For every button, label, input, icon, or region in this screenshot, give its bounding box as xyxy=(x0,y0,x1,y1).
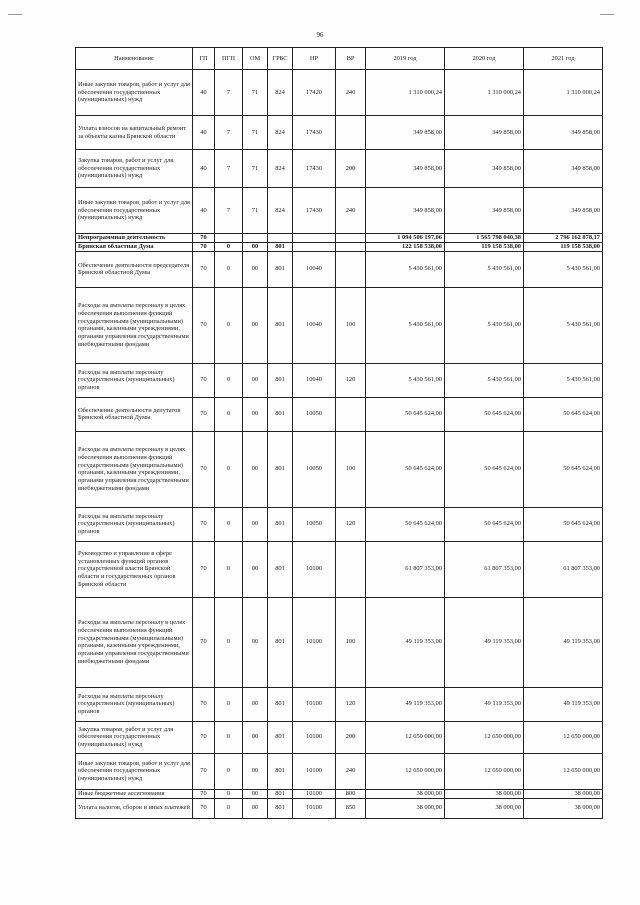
row-name-cell: Расходы на выплаты персоналу в целях обеспечения выполнения функций государственными (муниципальными) органами, казенными учреждениями, органами управления государственными внебюджетными фондами xyxy=(76,597,193,687)
amount-cell: 38 000,00 xyxy=(445,789,524,798)
amount-cell: 349 858,00 xyxy=(445,116,524,150)
row-name-cell: Расходы на выплаты персоналу государственных (муниципальных) органов xyxy=(76,363,193,397)
amount-cell: 49 119 353,00 xyxy=(366,597,445,687)
code-cell: 200 xyxy=(336,150,366,188)
code-cell: 801 xyxy=(268,721,293,753)
amount-cell: 5 430 561,00 xyxy=(524,363,603,397)
row-name-cell: Иные закупки товаров, работ и услуг для обеспечения государственных (муниципальных) нужд xyxy=(76,188,193,234)
code-cell: 71 xyxy=(243,150,268,188)
code-cell: 70 xyxy=(193,363,215,397)
amount-cell: 5 430 561,00 xyxy=(524,251,603,287)
code-cell: 240 xyxy=(336,70,366,116)
code-cell: 824 xyxy=(268,188,293,234)
code-cell: 801 xyxy=(268,431,293,507)
amount-cell: 349 858,00 xyxy=(524,116,603,150)
amount-cell: 50 645 624,00 xyxy=(366,507,445,541)
code-cell: 120 xyxy=(336,687,366,721)
row-name-cell: Непрограммная деятельность xyxy=(76,234,193,243)
amount-cell: 50 645 624,00 xyxy=(524,397,603,431)
code-cell xyxy=(336,242,366,251)
code-cell: 10100 xyxy=(293,721,336,753)
column-header: ВР xyxy=(336,48,366,70)
amount-cell: 5 430 561,00 xyxy=(445,287,524,363)
code-cell: 7 xyxy=(215,150,243,188)
amount-cell: 122 158 538,00 xyxy=(366,242,445,251)
code-cell: 17420 xyxy=(293,70,336,116)
amount-cell: 38 000,00 xyxy=(524,798,603,818)
code-cell: 10100 xyxy=(293,798,336,818)
amount-cell: 50 645 624,00 xyxy=(524,507,603,541)
column-header: 2020 год xyxy=(445,48,524,70)
code-cell: 240 xyxy=(336,188,366,234)
amount-cell: 119 158 538,00 xyxy=(524,242,603,251)
code-cell: 10040 xyxy=(293,251,336,287)
code-cell: 801 xyxy=(268,798,293,818)
code-cell: 00 xyxy=(243,431,268,507)
code-cell: 70 xyxy=(193,397,215,431)
code-cell: 0 xyxy=(215,431,243,507)
code-cell: 0 xyxy=(215,397,243,431)
amount-cell: 50 645 624,00 xyxy=(366,431,445,507)
code-cell: 0 xyxy=(215,687,243,721)
code-cell: 70 xyxy=(193,234,215,243)
code-cell: 100 xyxy=(336,431,366,507)
table-row xyxy=(76,431,603,507)
code-cell: 10100 xyxy=(293,597,336,687)
scan-edge-mark xyxy=(600,14,614,15)
code-cell: 70 xyxy=(193,597,215,687)
code-cell: 70 xyxy=(193,687,215,721)
code-cell: 70 xyxy=(193,507,215,541)
code-cell: 70 xyxy=(193,753,215,789)
code-cell: 120 xyxy=(336,507,366,541)
code-cell: 00 xyxy=(243,507,268,541)
row-name-cell: Обеспечение деятельности депутатов Брянской областной Думы xyxy=(76,397,193,431)
amount-cell: 2 796 162 878,17 xyxy=(524,234,603,243)
row-name-cell: Иные закупки товаров, работ и услуг для обеспечения государственных (муниципальных) нужд xyxy=(76,753,193,789)
amount-cell: 12 650 000,00 xyxy=(366,753,445,789)
table-row xyxy=(76,188,603,234)
code-cell xyxy=(336,234,366,243)
amount-cell: 49 119 353,00 xyxy=(366,687,445,721)
row-name-cell: Руководство и управление в сфере установленных функций органов государственной власти Брянской области и государственных органов Брянской области xyxy=(76,541,193,597)
code-cell: 0 xyxy=(215,798,243,818)
table-row xyxy=(76,798,603,818)
code-cell: 801 xyxy=(268,789,293,798)
amount-cell: 349 858,00 xyxy=(524,150,603,188)
amount-cell: 61 807 353,00 xyxy=(524,541,603,597)
row-name-cell: Иные закупки товаров, работ и услуг для обеспечения государственных (муниципальных) нужд xyxy=(76,70,193,116)
table-row xyxy=(76,234,603,243)
code-cell xyxy=(336,397,366,431)
code-cell: 0 xyxy=(215,753,243,789)
code-cell: 71 xyxy=(243,116,268,150)
code-cell: 0 xyxy=(215,242,243,251)
table-row xyxy=(76,507,603,541)
code-cell: 801 xyxy=(268,597,293,687)
code-cell: 850 xyxy=(336,798,366,818)
code-cell: 801 xyxy=(268,687,293,721)
amount-cell: 50 645 624,00 xyxy=(366,397,445,431)
code-cell: 824 xyxy=(268,150,293,188)
budget-table xyxy=(75,47,603,819)
amount-cell: 12 650 000,00 xyxy=(366,721,445,753)
column-header: ГРБС xyxy=(268,48,293,70)
code-cell: 00 xyxy=(243,789,268,798)
table-row xyxy=(76,242,603,251)
amount-cell: 5 430 561,00 xyxy=(366,363,445,397)
column-header: ПГП xyxy=(215,48,243,70)
amount-cell: 349 858,00 xyxy=(366,188,445,234)
amount-cell: 5 430 561,00 xyxy=(445,363,524,397)
table-row xyxy=(76,363,603,397)
table-row xyxy=(76,541,603,597)
amount-cell: 38 000,00 xyxy=(524,789,603,798)
code-cell: 7 xyxy=(215,188,243,234)
scan-edge-mark xyxy=(8,14,22,15)
code-cell: 00 xyxy=(243,363,268,397)
amount-cell: 5 430 561,00 xyxy=(366,287,445,363)
amount-cell: 50 645 624,00 xyxy=(445,431,524,507)
page-number: 96 xyxy=(316,31,324,39)
code-cell: 100 xyxy=(336,287,366,363)
table-row xyxy=(76,116,603,150)
table-row xyxy=(76,597,603,687)
table-row xyxy=(76,721,603,753)
code-cell: 801 xyxy=(268,507,293,541)
code-cell: 0 xyxy=(215,507,243,541)
amount-cell: 1 094 506 197,06 xyxy=(366,234,445,243)
code-cell: 801 xyxy=(268,397,293,431)
row-name-cell: Иные бюджетные ассигнования xyxy=(76,789,193,798)
table-row xyxy=(76,287,603,363)
amount-cell: 12 650 000,00 xyxy=(524,753,603,789)
code-cell: 00 xyxy=(243,721,268,753)
row-name-cell: Закупка товаров, работ и услуг для обеспечения государственных (муниципальных) нужд xyxy=(76,150,193,188)
table-row xyxy=(76,251,603,287)
amount-cell: 5 430 561,00 xyxy=(445,251,524,287)
code-cell: 10040 xyxy=(293,287,336,363)
amount-cell: 49 119 353,00 xyxy=(445,597,524,687)
amount-cell: 349 858,00 xyxy=(366,150,445,188)
code-cell: 70 xyxy=(193,431,215,507)
code-cell: 00 xyxy=(243,251,268,287)
code-cell: 70 xyxy=(193,798,215,818)
amount-cell: 5 430 561,00 xyxy=(366,251,445,287)
amount-cell: 1 310 000,24 xyxy=(366,70,445,116)
code-cell: 10050 xyxy=(293,397,336,431)
code-cell: 71 xyxy=(243,70,268,116)
row-name-cell: Закупка товаров, работ и услуг для обеспечения государственных (муниципальных) нужд xyxy=(76,721,193,753)
row-name-cell: Уплата взносов на капитальный ремонт за объекты казны Брянской области xyxy=(76,116,193,150)
column-header: 2019 год xyxy=(366,48,445,70)
amount-cell: 349 858,00 xyxy=(445,150,524,188)
code-cell xyxy=(336,251,366,287)
amount-cell: 49 119 353,00 xyxy=(524,687,603,721)
code-cell: 801 xyxy=(268,363,293,397)
code-cell: 00 xyxy=(243,397,268,431)
code-cell: 801 xyxy=(268,242,293,251)
code-cell xyxy=(336,541,366,597)
code-cell: 120 xyxy=(336,363,366,397)
code-cell: 71 xyxy=(243,188,268,234)
code-cell: 00 xyxy=(243,687,268,721)
code-cell: 0 xyxy=(215,721,243,753)
row-name-cell: Расходы на выплаты персоналу в целях обеспечения выполнения функций государственными (муниципальными) органами, казенными учреждениями, органами управления государственными внебюджетными фондами xyxy=(76,287,193,363)
code-cell xyxy=(336,116,366,150)
row-name-cell: Расходы на выплаты персоналу государственных (муниципальных) органов xyxy=(76,507,193,541)
row-name-cell: Обеспечение деятельности председателя Брянской областной Думы xyxy=(76,251,193,287)
amount-cell: 349 858,00 xyxy=(366,116,445,150)
amount-cell: 1 565 798 040,38 xyxy=(445,234,524,243)
row-name-cell: Брянская областная Дума xyxy=(76,242,193,251)
code-cell: 10100 xyxy=(293,753,336,789)
row-name-cell: Уплата налогов, сборов и иных платежей xyxy=(76,798,193,818)
code-cell: 200 xyxy=(336,721,366,753)
code-cell: 824 xyxy=(268,70,293,116)
code-cell: 0 xyxy=(215,597,243,687)
amount-cell: 61 807 353,00 xyxy=(366,541,445,597)
code-cell: 801 xyxy=(268,541,293,597)
code-cell xyxy=(268,234,293,243)
code-cell: 17430 xyxy=(293,150,336,188)
code-cell: 10100 xyxy=(293,541,336,597)
amount-cell: 12 650 000,00 xyxy=(445,721,524,753)
code-cell: 800 xyxy=(336,789,366,798)
table-row xyxy=(76,789,603,798)
code-cell: 10050 xyxy=(293,507,336,541)
code-cell: 0 xyxy=(215,789,243,798)
amount-cell: 5 430 561,00 xyxy=(524,287,603,363)
code-cell: 100 xyxy=(336,597,366,687)
amount-cell: 12 650 000,00 xyxy=(524,721,603,753)
code-cell: 00 xyxy=(243,798,268,818)
code-cell: 0 xyxy=(215,541,243,597)
code-cell: 00 xyxy=(243,541,268,597)
table-row xyxy=(76,753,603,789)
code-cell: 70 xyxy=(193,789,215,798)
code-cell: 40 xyxy=(193,116,215,150)
code-cell: 7 xyxy=(215,70,243,116)
code-cell: 00 xyxy=(243,242,268,251)
amount-cell: 50 645 624,00 xyxy=(445,397,524,431)
code-cell: 70 xyxy=(193,251,215,287)
amount-cell: 349 858,00 xyxy=(524,188,603,234)
amount-cell: 1 310 000,24 xyxy=(445,70,524,116)
amount-cell: 349 858,00 xyxy=(445,188,524,234)
amount-cell: 50 645 624,00 xyxy=(524,431,603,507)
code-cell: 70 xyxy=(193,541,215,597)
amount-cell: 50 645 624,00 xyxy=(445,507,524,541)
code-cell: 7 xyxy=(215,116,243,150)
code-cell: 40 xyxy=(193,188,215,234)
amount-cell: 49 119 353,00 xyxy=(445,687,524,721)
code-cell xyxy=(293,242,336,251)
code-cell: 10100 xyxy=(293,687,336,721)
code-cell: 10050 xyxy=(293,431,336,507)
code-cell: 00 xyxy=(243,287,268,363)
code-cell: 00 xyxy=(243,753,268,789)
code-cell: 0 xyxy=(215,363,243,397)
code-cell: 824 xyxy=(268,116,293,150)
code-cell xyxy=(293,234,336,243)
code-cell: 70 xyxy=(193,242,215,251)
code-cell: 70 xyxy=(193,287,215,363)
table-row xyxy=(76,397,603,431)
code-cell: 10100 xyxy=(293,789,336,798)
column-header: ОМ xyxy=(243,48,268,70)
row-name-cell: Расходы на выплаты персоналу государственных (муниципальных) органов xyxy=(76,687,193,721)
amount-cell: 1 310 000,24 xyxy=(524,70,603,116)
column-header: Наименование xyxy=(76,48,193,70)
amount-cell: 61 807 353,00 xyxy=(445,541,524,597)
code-cell: 17430 xyxy=(293,116,336,150)
code-cell: 40 xyxy=(193,70,215,116)
code-cell: 0 xyxy=(215,251,243,287)
column-header: 2021 год xyxy=(524,48,603,70)
row-name-cell: Расходы на выплаты персоналу в целях обеспечения выполнения функций государственными (муниципальными) органами, казенными учреждениями, органами управления государственными внебюджетными фондами xyxy=(76,431,193,507)
column-header: НР xyxy=(293,48,336,70)
code-cell: 17430 xyxy=(293,188,336,234)
code-cell: 10040 xyxy=(293,363,336,397)
code-cell: 0 xyxy=(215,287,243,363)
amount-cell: 12 650 000,00 xyxy=(445,753,524,789)
table-row xyxy=(76,70,603,116)
table-row xyxy=(76,150,603,188)
code-cell: 801 xyxy=(268,251,293,287)
code-cell: 00 xyxy=(243,597,268,687)
code-cell: 240 xyxy=(336,753,366,789)
table-row xyxy=(76,687,603,721)
amount-cell: 38 000,00 xyxy=(445,798,524,818)
column-header: ГП xyxy=(193,48,215,70)
code-cell: 801 xyxy=(268,287,293,363)
amount-cell: 38 000,00 xyxy=(366,789,445,798)
amount-cell: 49 119 353,00 xyxy=(524,597,603,687)
table-header-row xyxy=(76,48,603,70)
code-cell: 40 xyxy=(193,150,215,188)
code-cell: 801 xyxy=(268,753,293,789)
code-cell xyxy=(243,234,268,243)
amount-cell: 119 158 538,00 xyxy=(445,242,524,251)
code-cell xyxy=(215,234,243,243)
amount-cell: 38 000,00 xyxy=(366,798,445,818)
code-cell: 70 xyxy=(193,721,215,753)
